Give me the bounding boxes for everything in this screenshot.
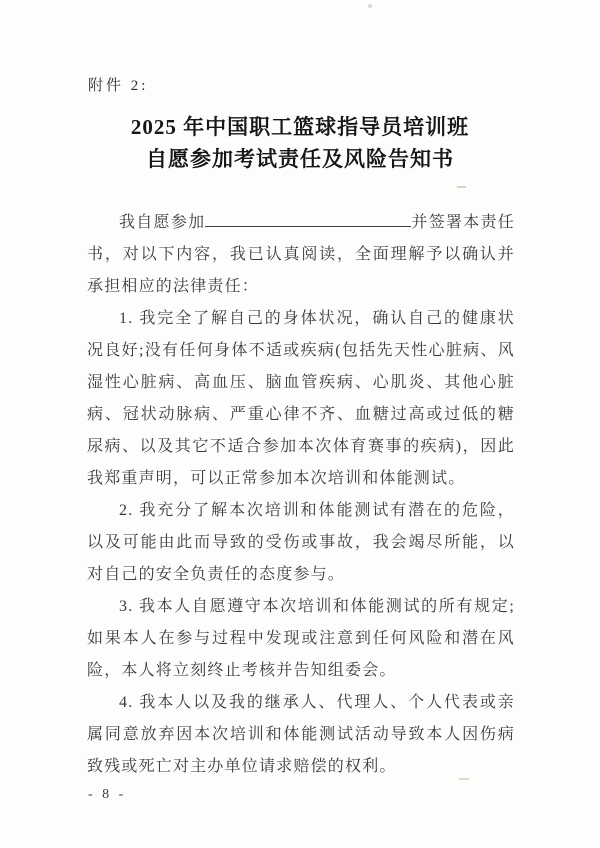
- clause-paragraph-4: 4. 我本人以及我的继承人、代理人、个人代表或亲属同意放弃因本次培训和体能测试活动导致本人因伤病致残或死亡对主办单位请求赔偿的权利。: [87, 694, 515, 775]
- clause-paragraph-3: 3. 我本人自愿遵守本次培训和体能测试的所有规定;如果本人在参与过程中发现或注意到任何风险和潜在风险，本人将立刻终止考核并告知组委会。: [87, 598, 515, 679]
- clause-paragraph-1: 1. 我完全了解自己的身体状况，确认自己的健康状况良好;没有任何身体不适或疾病(包括先天性心脏病、风湿性心脏病、高血压、脑血管疾病、心肌炎、其他心脏病、冠状动脉病、严重心律不齐、血糖过高或过低的糖尿病、以及其它不适合参加本次体育赛事的疾病)，因此我郑重声明，可以正常参加本次培训和体能测试。: [87, 310, 515, 487]
- document-title-line1: 2025 年中国职工篮球指导员培训班: [130, 115, 470, 139]
- attachment-label: 附件 2:: [88, 78, 149, 94]
- document-title-line2: 自愿参加考试责任及风险告知书: [146, 147, 454, 171]
- document-body: [87, 207, 515, 783]
- scan-artifact: [457, 186, 466, 188]
- clause-paragraph-2: 2. 我充分了解本次培训和体能测试有潜在的危险，以及可能由此而导致的受伤或事故，我会竭尽所能，以对自己的安全负责任的态度参与。: [87, 502, 515, 583]
- page-number: - 8 -: [88, 787, 127, 802]
- intro-paragraph: [87, 207, 515, 303]
- scan-artifact: [368, 4, 372, 8]
- document-title: [0, 111, 600, 175]
- intro-continuation: 并签署本责任书，对以下内容，我已认真阅读，全面理解予以确认并承担相应的法律责任：: [87, 214, 515, 295]
- intro-lead-in: 我自愿参加: [119, 214, 206, 231]
- participation-blank-field: [205, 211, 411, 227]
